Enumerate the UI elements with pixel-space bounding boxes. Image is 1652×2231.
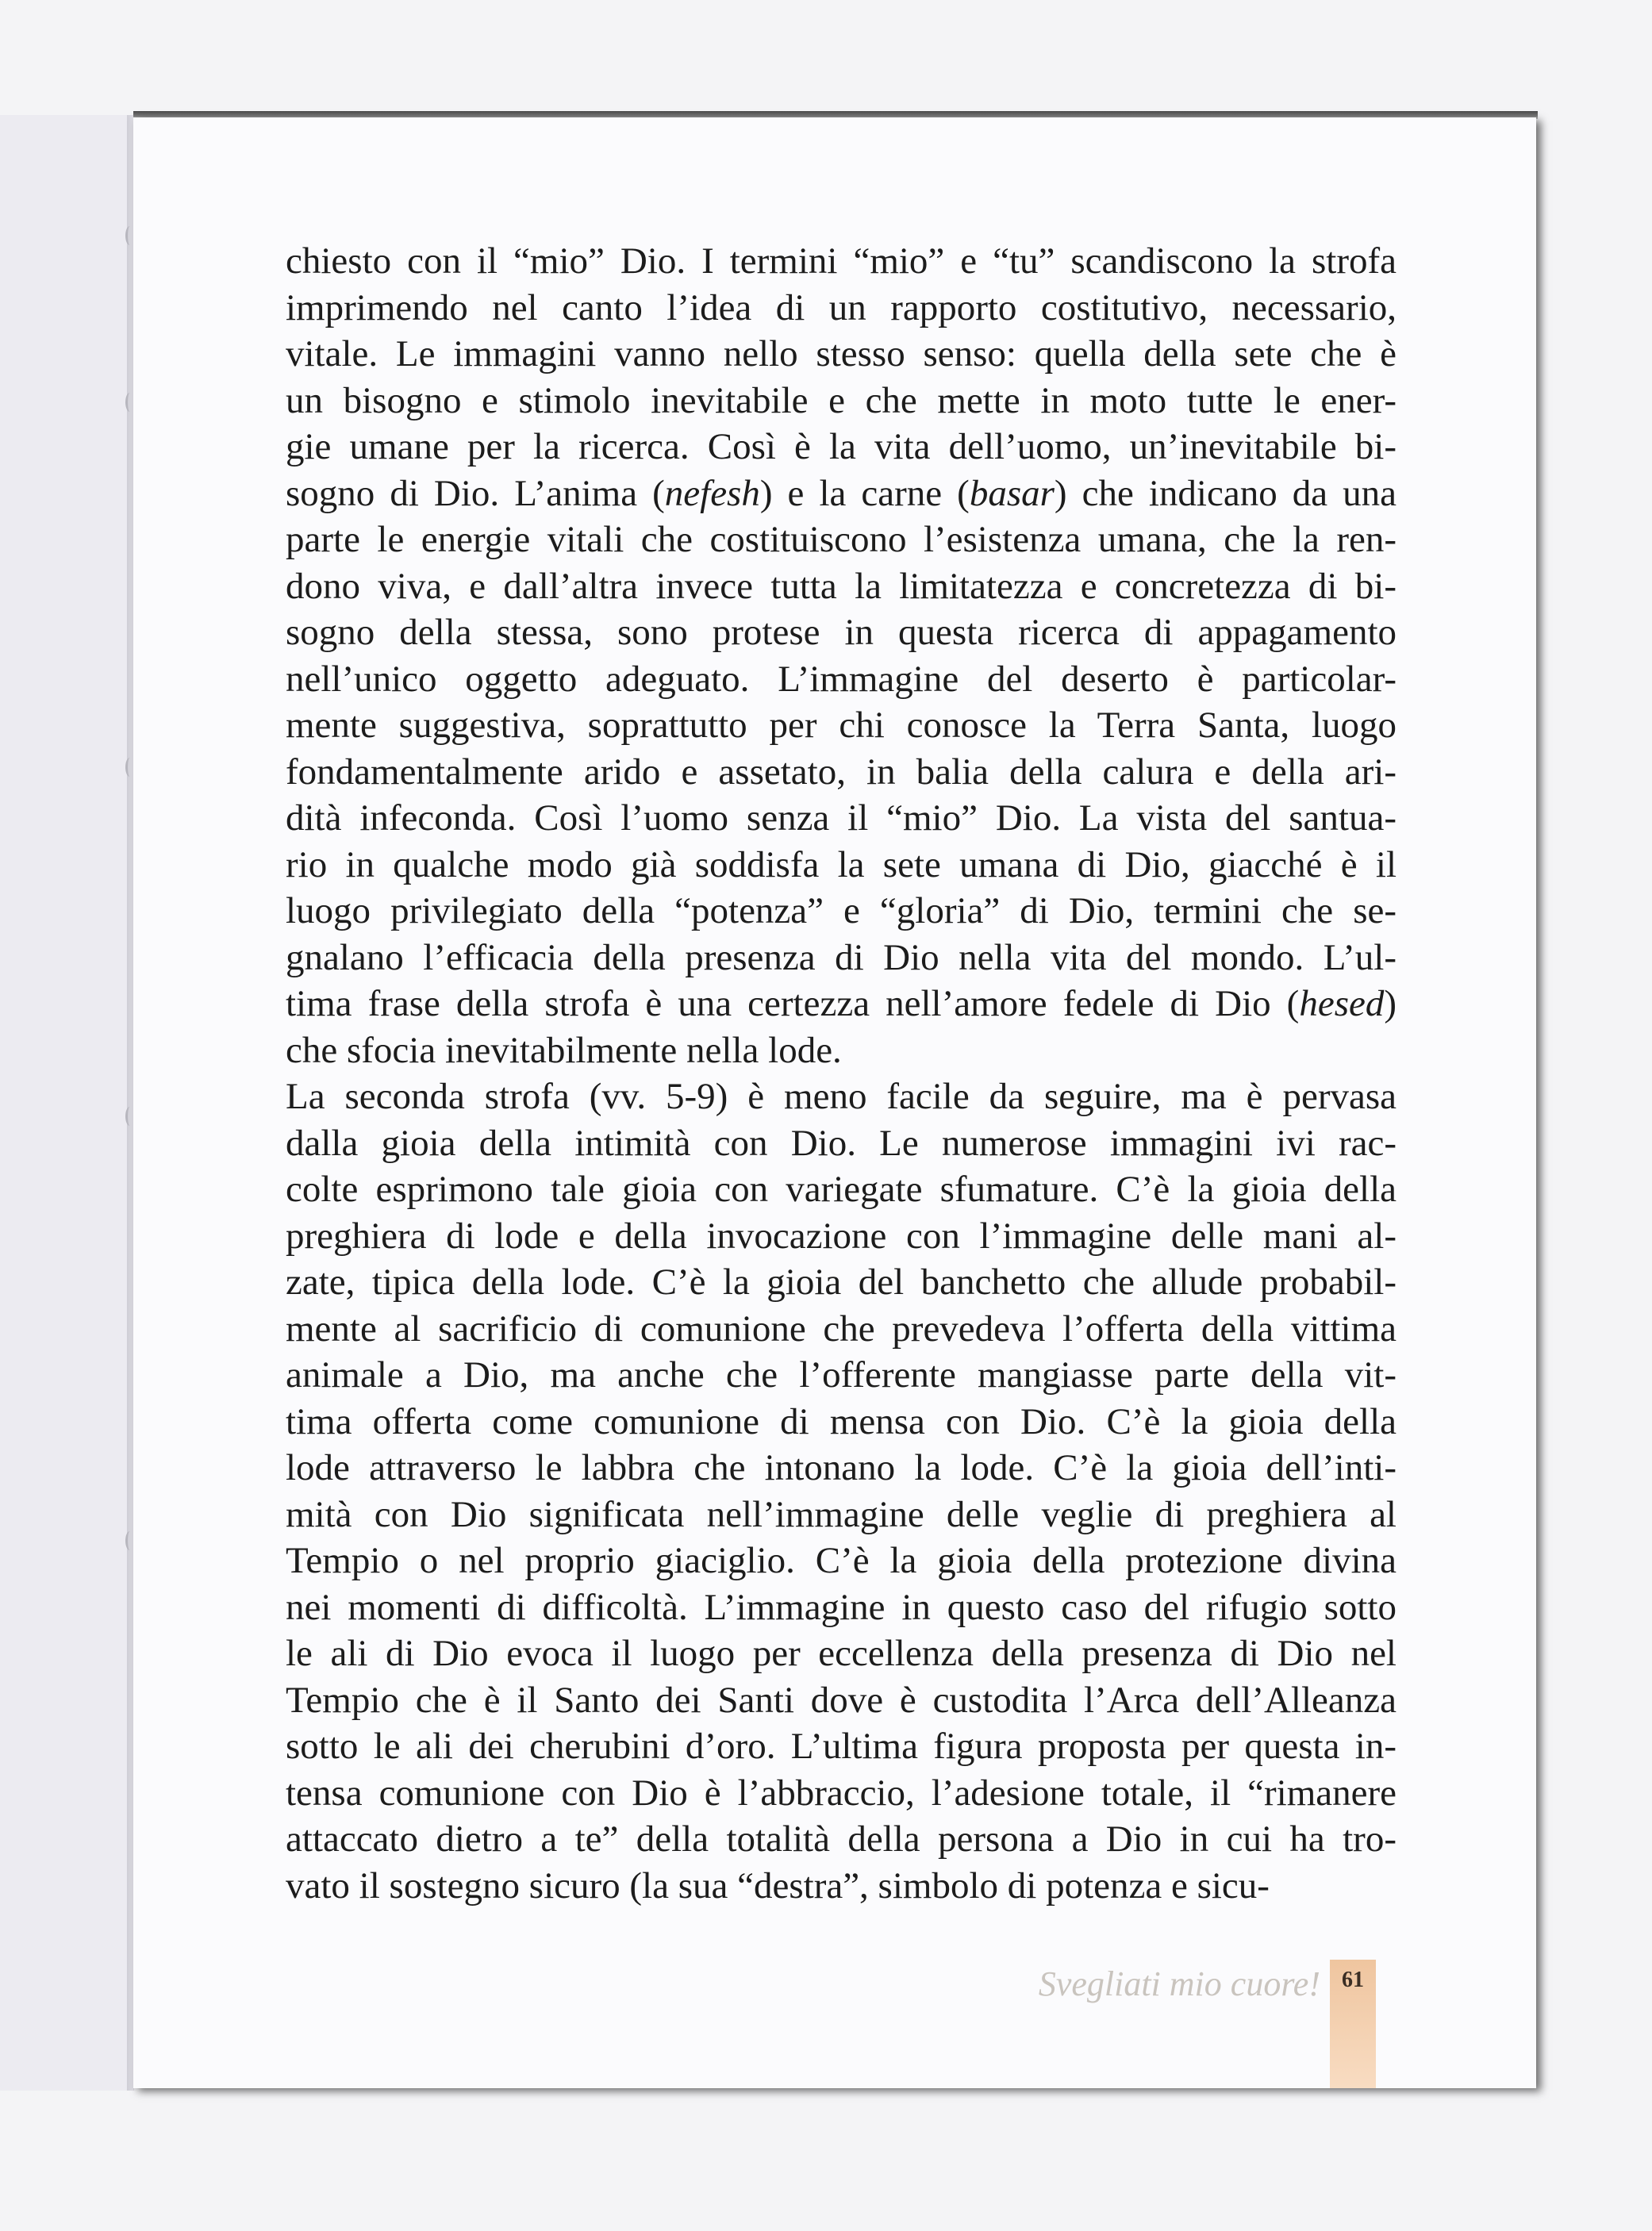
body-text bbox=[286, 238, 1397, 1909]
text-line: sogno della stessa, sono protese in questa ricerca di appagamento bbox=[286, 612, 1397, 653]
text-line: lode attraverso le labbra che intonano la lode. C’è la gioia dell’inti- bbox=[286, 1447, 1397, 1488]
text-line: sogno di Dio. L’anima (nefesh) e la carne (basar) che indicano da una bbox=[286, 472, 1397, 514]
text-line: animale a Dio, ma anche che l’offerente mangiasse parte della vit- bbox=[286, 1354, 1397, 1396]
text-line: colte esprimono tale gioia con variegate sfumature. C’è la gioia della bbox=[286, 1169, 1397, 1210]
text-line: che sfocia inevitabilmente nella lode. bbox=[286, 1029, 842, 1071]
italic-term: nefesh bbox=[664, 472, 760, 514]
text-line: tensa comunione con Dio è l’abbraccio, l’adesione totale, il “rimanere bbox=[286, 1772, 1397, 1814]
text-line: nell’unico oggetto adeguato. L’immagine del deserto è particolar- bbox=[286, 658, 1397, 700]
running-footer-title: Svegliati mio cuore! bbox=[1038, 1964, 1320, 2003]
text-line: attaccato dietro a te” della totalità della persona a Dio in cui ha tro- bbox=[286, 1818, 1397, 1860]
left-page-edge bbox=[0, 115, 134, 2091]
text-line: Tempio che è il Santo dei Santi dove è custodita l’Arca dell’Alleanza bbox=[286, 1679, 1397, 1721]
text-line: La seconda strofa (vv. 5-9) è meno facile da seguire, ma è pervasa bbox=[286, 1076, 1397, 1117]
text-line: vitale. Le immagini vanno nello stesso senso: quella della sete che è bbox=[286, 333, 1397, 374]
text-line: preghiera di lode e della invocazione con l’immagine delle mani al- bbox=[286, 1215, 1397, 1257]
text-line: imprimendo nel canto l’idea di un rapporto costitutivo, necessario, bbox=[286, 286, 1397, 328]
text-line: fondamentalmente arido e assetato, in balia della calura e della ari- bbox=[286, 751, 1397, 793]
text-line: vato il sostegno sicuro (la sua “destra”, simbolo di potenza e sicu- bbox=[286, 1864, 1270, 1907]
text-line: luogo privilegiato della “potenza” e “gloria” di Dio, termini che se- bbox=[286, 890, 1397, 931]
text-line: dalla gioia della intimità con Dio. Le numerose immagini ivi rac- bbox=[286, 1122, 1397, 1164]
text-line: dono viva, e dall’altra invece tutta la limitatezza e concretezza di bi- bbox=[286, 565, 1397, 607]
text-line: gie umane per la ricerca. Così è la vita dell’uomo, un’inevitabile bi- bbox=[286, 426, 1397, 467]
text-line: mente al sacrificio di comunione che prevedeva l’offerta della vittima bbox=[286, 1307, 1397, 1350]
text-line: tima frase della strofa è una certezza nell’amore fedele di Dio (hesed) bbox=[286, 983, 1397, 1024]
text-line: gnalano l’efficacia della presenza di Dio nella vita del mondo. L’ul- bbox=[286, 936, 1397, 978]
page-number: 61 bbox=[1342, 1968, 1364, 1992]
text-line: tima offerta come comunione di mensa con Dio. C’è la gioia della bbox=[286, 1400, 1397, 1442]
text-line: mità con Dio significata nell’immagine delle veglie di preghiera al bbox=[286, 1493, 1397, 1535]
text-line: zate, tipica della lode. C’è la gioia del banchetto che allude probabil- bbox=[286, 1261, 1397, 1303]
italic-term: hesed bbox=[1299, 983, 1385, 1024]
italic-term: basar bbox=[969, 472, 1055, 514]
text-line: sotto le ali dei cherubini d’oro. L’ultima figura proposta per questa in- bbox=[286, 1726, 1397, 1767]
text-line: le ali di Dio evoca il luogo per eccellenza della presenza di Dio nel bbox=[286, 1633, 1397, 1674]
text-line: Tempio o nel proprio giaciglio. C’è la gioia della protezione divina bbox=[286, 1540, 1397, 1581]
text-line: nei momenti di difficoltà. L’immagine in questo caso del rifugio sotto bbox=[286, 1586, 1397, 1628]
text-line: mente suggestiva, soprattutto per chi conosce la Terra Santa, luogo bbox=[286, 705, 1397, 746]
text-line: parte le energie vitali che costituiscono l’esistenza umana, che la ren- bbox=[286, 519, 1397, 560]
text-line: rio in qualche modo già soddisfa la sete umana di Dio, giacché è il bbox=[286, 843, 1397, 885]
text-line: un bisogno e stimolo inevitabile e che mette in moto tutte le ener- bbox=[286, 379, 1397, 421]
text-line: chiesto con il “mio” Dio. I termini “mio” e “tu” scandiscono la strofa bbox=[286, 240, 1397, 282]
text-line: dità infeconda. Così l’uomo senza il “mio” Dio. La vista del santua- bbox=[286, 797, 1397, 839]
